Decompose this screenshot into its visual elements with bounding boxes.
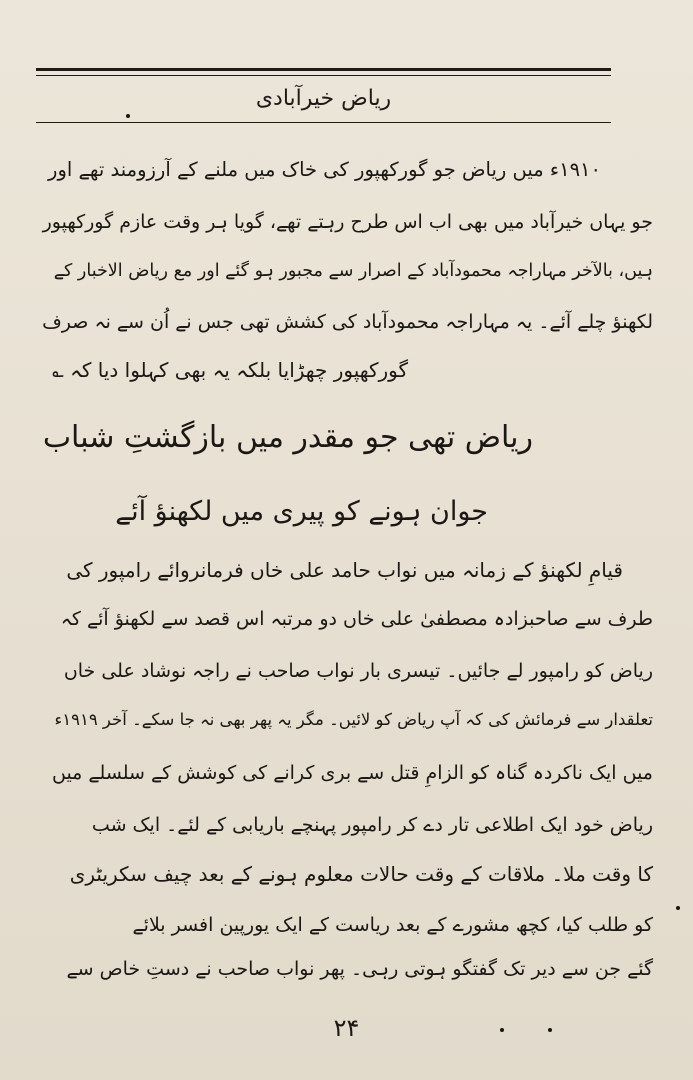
text-line: کا وقت ملا۔ ملاقات کے وقت حالات معلوم ہونے کے بعد چیف سکریٹری <box>69 862 653 886</box>
header-rule <box>36 122 611 123</box>
text-line: طرف سے صاحبزادہ مصطفیٰ علی خاں دو مرتبہ اس قصد سے لکھنؤ آئے کہ <box>60 608 653 630</box>
text-line: لکھنؤ چلے آئے۔ یہ مہاراجہ محمودآباد کی کشش تھی جس نے اُن سے نہ صرف <box>42 311 653 333</box>
text-line: گورکھپور چھڑایا بلکہ یہ بھی کہلوا دیا کہ ؎ <box>52 358 408 382</box>
ink-speck <box>500 1028 504 1032</box>
text-line: میں ایک ناکردہ گناہ کو الزامِ قتل سے بری کرانے کی کوشش کے سلسلے میں <box>51 762 653 784</box>
ink-speck <box>676 906 680 910</box>
ink-speck <box>126 114 130 118</box>
verse-line-1: ریاض تھی جو مقدر میں بازگشتِ شباب <box>42 420 533 455</box>
text-line: گئے جن سے دیر تک گفتگو ہوتی رہی۔ پھر نواب صاحب نے دستِ خاص سے <box>66 958 653 980</box>
text-line: جو یہاں خیرآباد میں بھی اب اس طرح رہتے تھے، گویا ہر وقت عازم گورکھپور <box>42 211 653 233</box>
header-double-rule <box>36 68 611 76</box>
text-line: ۱۹۱۰ء میں ریاض جو گورکھپور کی خاک میں ملنے کے آرزومند تھے اور <box>48 158 601 181</box>
text-line: تعلقدار سے فرمائش کی کہ آپ ریاض کو لائیں۔ مگر یہ پھر بھی نہ جا سکے۔ آخر ۱۹۱۹ء <box>54 710 653 729</box>
text-line: ریاض کو رامپور لے جائیں۔ تیسری بار نواب صاحب نے راجہ نوشاد علی خاں <box>63 660 653 682</box>
text-line: کو طلب کیا، کچھ مشورے کے بعد ریاست کے ایک یورپین افسر بلائے <box>132 914 653 936</box>
page-number: ۲۴ <box>333 1014 360 1042</box>
text-line: ہیں، بالآخر مہاراجہ محمودآباد کے اصرار سے مجبور ہو گئے اور مع ریاض الاخبار کے <box>53 261 653 281</box>
text-line: ریاض خود ایک اطلاعی تار دے کر رامپور پہنچے باریابی کے لئے۔ ایک شب <box>91 814 653 836</box>
running-header: ریاض خیرآبادی <box>255 86 392 111</box>
verse-line-2: جوان ہونے کو پیری میں لکھنؤ آئے <box>115 496 488 527</box>
text-line: قیامِ لکھنؤ کے زمانہ میں نواب حامد علی خاں فرمانروائے رامپور کی <box>66 558 623 582</box>
ink-speck <box>548 1028 552 1032</box>
